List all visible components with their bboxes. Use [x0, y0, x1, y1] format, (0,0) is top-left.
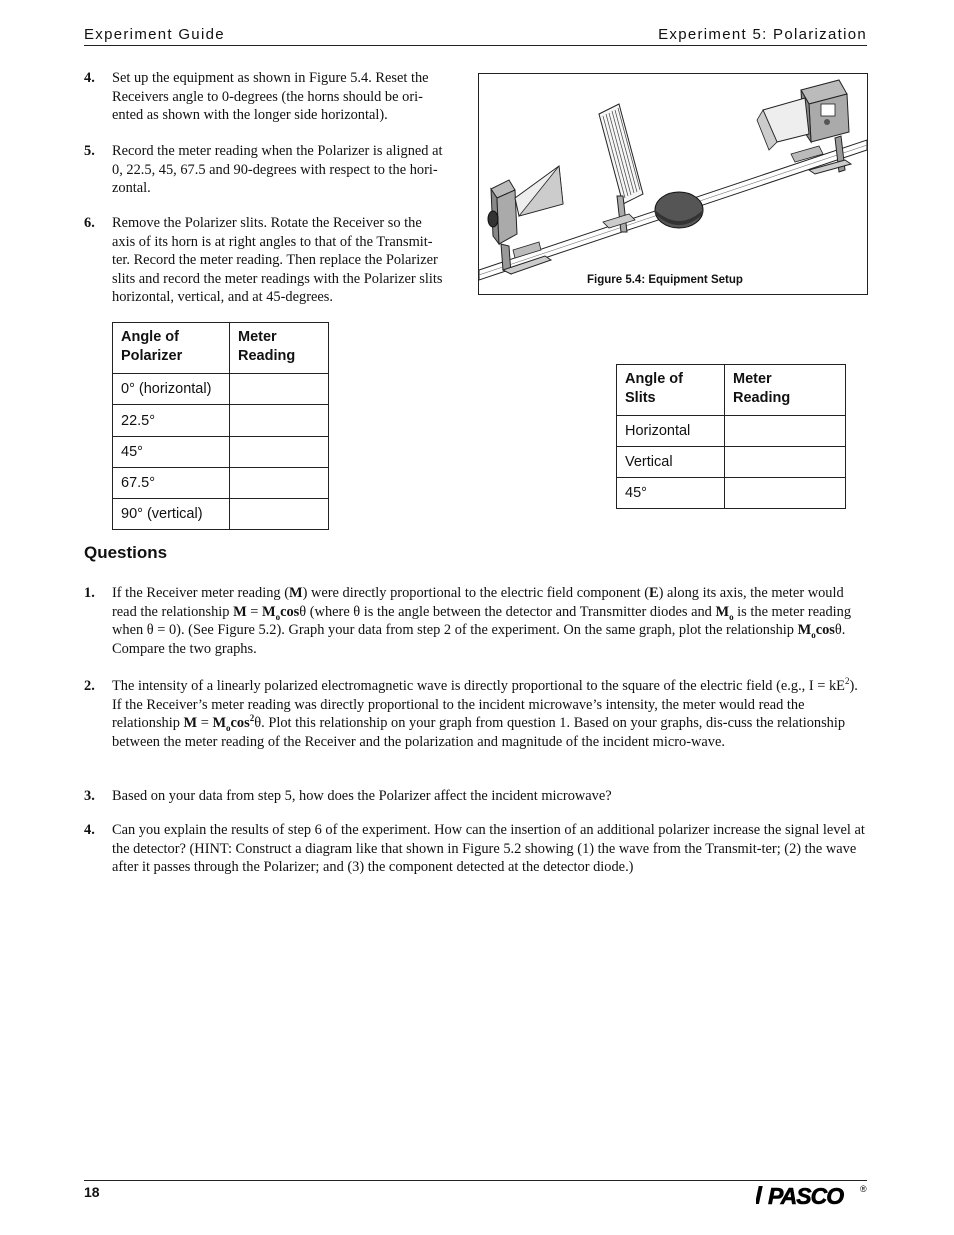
- question-text: If the Receiver meter reading (M) were directly proportional to the electric field component (E) along its axis, the meter would read the relationship $M = M_o\cos\theta$ (where θ is the angle between the detector and Transmitter diodes and $M_o$ is the meter reading when θ = 0). (See Figure 5.2). Graph your data from step 2 of the experiment. On the same graph, plot the relationship $M_o\cos\theta$. Compare the two graphs.: [112, 585, 852, 657]
- angle-cell: 90° (vertical): [113, 499, 230, 530]
- table-row: [617, 416, 846, 447]
- registered-mark: ®: [860, 1184, 867, 1194]
- meter-reading-cell[interactable]: [230, 499, 329, 530]
- question-number: 2.: [84, 678, 95, 694]
- pasco-logo: [756, 1180, 868, 1208]
- step-6: [84, 214, 474, 310]
- polarizer-readings-table: [112, 322, 329, 530]
- slit-angle-cell: Vertical: [617, 447, 725, 478]
- table-row: [113, 437, 329, 468]
- table-row: [113, 499, 329, 530]
- header-rule: [84, 45, 867, 46]
- angle-cell: 0° (horizontal): [113, 374, 230, 405]
- step-line: zontal.: [112, 180, 151, 196]
- meter-reading-cell[interactable]: [230, 437, 329, 468]
- column-header: Angle of Polarizer: [113, 323, 230, 374]
- slit-angle-cell: Horizontal: [617, 416, 725, 447]
- table-row: [113, 468, 329, 499]
- page-number: 18: [84, 1184, 100, 1200]
- step-line: horizontal, vertical, and at 45-degrees.: [112, 289, 333, 305]
- logo-wordmark: PASCO: [768, 1183, 844, 1208]
- question-2: [84, 677, 870, 751]
- question-3: [84, 787, 870, 806]
- meter-reading-cell[interactable]: [230, 405, 329, 437]
- column-header: Angle of Slits: [617, 365, 725, 416]
- figure-equipment-setup: [478, 73, 868, 295]
- polarizer-slits: [599, 104, 643, 232]
- angle-cell: 22.5°: [113, 405, 230, 437]
- questions-heading: Questions: [84, 543, 168, 562]
- table-row: [617, 478, 846, 509]
- step-line: Remove the Polarizer slits. Rotate the Receiver so the: [112, 215, 422, 231]
- step-line: ented as shown with the longer side horizontal).: [112, 107, 388, 123]
- logo-bar: [756, 1186, 763, 1204]
- running-header-left: Experiment Guide: [84, 26, 225, 43]
- footer-rule: [84, 1180, 867, 1181]
- slits-readings-table: [616, 364, 846, 509]
- step-line: Record the meter reading when the Polarizer is aligned at: [112, 143, 443, 159]
- meter-reading-cell[interactable]: [725, 416, 846, 447]
- step-line: slits and record the meter readings with the Polarizer slits: [112, 270, 443, 287]
- angle-cell: 67.5°: [113, 468, 230, 499]
- equipment-illustration: [479, 74, 867, 294]
- running-header-right: Experiment 5: Polarization: [658, 26, 867, 43]
- column-header: Meter Reading: [725, 365, 846, 416]
- step-number: 4.: [84, 70, 95, 86]
- question-text: Can you explain the results of step 6 of the experiment. How can the insertion of an additional polarizer increase the signal level at the detector? (HINT: Construct a diagram like that shown in Figure 5.2 showing (1) the wave from the Transmit-ter; (2) the wave after it passes through the Polarizer; and (3) the component detected at the detector diode.): [112, 822, 865, 876]
- rotating-table: [655, 192, 703, 228]
- question-number: 3.: [84, 788, 95, 804]
- column-header: Meter Reading: [230, 323, 329, 374]
- table-row: [617, 447, 846, 478]
- step-number: 5.: [84, 143, 95, 159]
- slit-angle-cell: 45°: [617, 478, 725, 509]
- question-1: [84, 584, 870, 658]
- meter-reading-cell[interactable]: [725, 447, 846, 478]
- meter-reading-cell[interactable]: [725, 478, 846, 509]
- question-text: The intensity of a linearly polarized electromagnetic wave is directly proportional to the square of the electric field (e.g., $I = kE^2$). If the Receiver’s meter reading was directly proportional to the incident microwave’s intensity, the meter would read the relationship $M = M_o\cos^2\theta$. Plot this relationship on your graph from question 1. Based on your graphs, dis-cuss the relationship between the meter reading of the Receiver and the polarization and magnitude of the incident micro-wave.: [112, 676, 858, 750]
- table-row: [113, 405, 329, 437]
- step-5: [84, 142, 474, 202]
- question-text: Based on your data from step 5, how does the Polarizer affect the incident microwave?: [112, 788, 612, 804]
- step-line: ter. Record the meter reading. Then replace the Polarizer: [112, 252, 438, 268]
- step-line: axis of its horn is at right angles to that of the Transmit-: [112, 233, 433, 250]
- table-header-row: [617, 365, 846, 416]
- meter-reading-cell[interactable]: [230, 374, 329, 405]
- step-line: Receivers angle to 0-degrees (the horns should be ori-: [112, 88, 423, 105]
- step-line: Set up the equipment as shown in Figure 5.4. Reset the: [112, 70, 429, 86]
- question-number: 4.: [84, 822, 95, 838]
- step-4: [84, 69, 474, 129]
- step-number: 6.: [84, 215, 95, 231]
- step-line: 0, 22.5, 45, 67.5 and 90-degrees with respect to the hori-: [112, 161, 438, 178]
- angle-cell: 45°: [113, 437, 230, 468]
- figure-caption: Figure 5.4: Equipment Setup: [587, 274, 743, 286]
- question-4: [84, 821, 870, 877]
- table-header-row: [113, 323, 329, 374]
- table-row: [113, 374, 329, 405]
- question-number: 1.: [84, 585, 95, 601]
- meter-reading-cell[interactable]: [230, 468, 329, 499]
